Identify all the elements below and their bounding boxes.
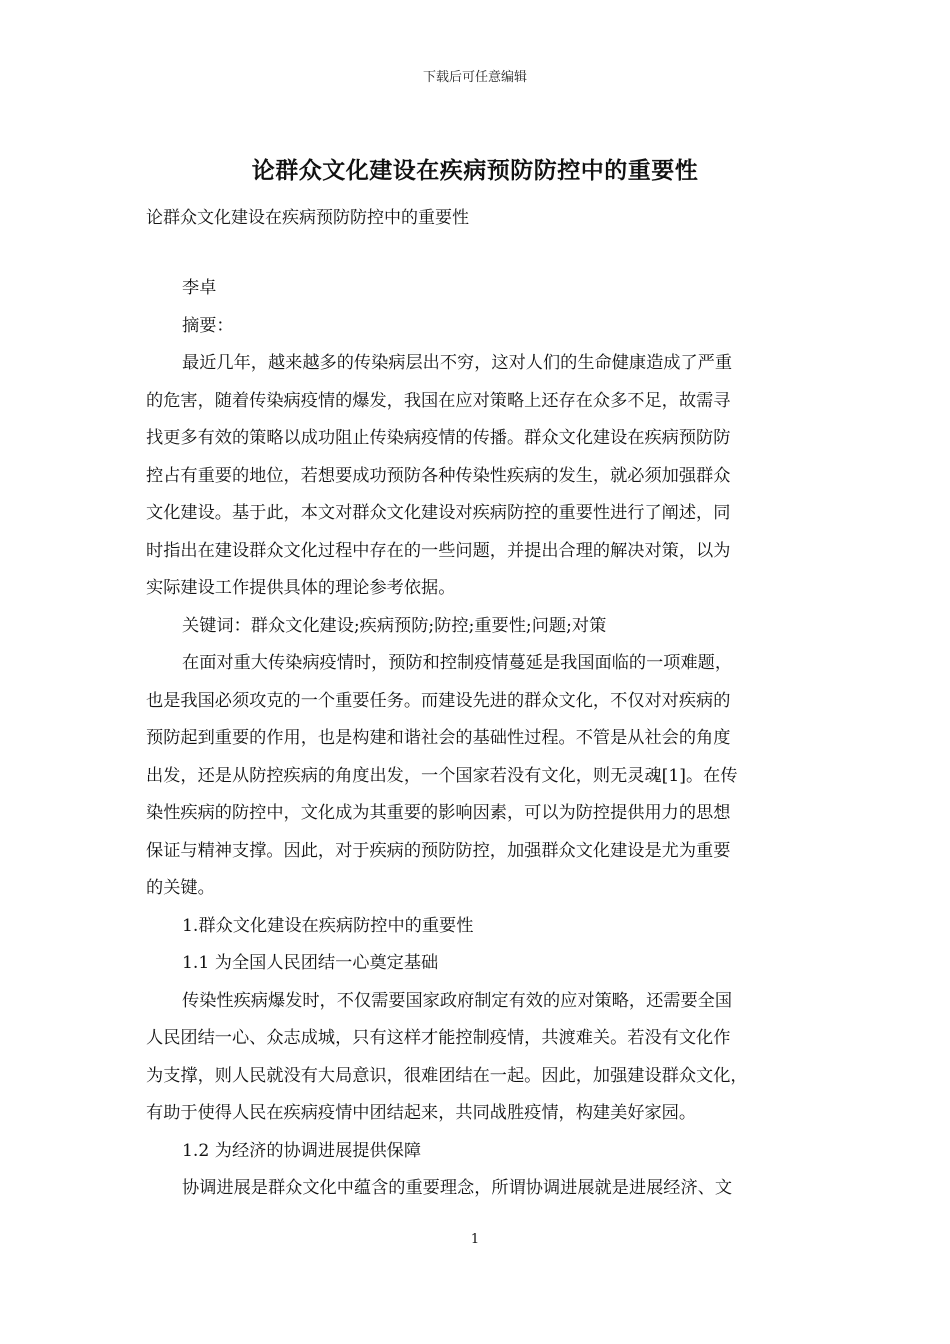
body-line: 实际建设工作提供具体的理论参考依据。 xyxy=(146,578,456,598)
body-line: 文化建设。基于此，本文对群众文化建设对疾病防控的重要性进行了阐述，同 xyxy=(146,503,731,523)
document-body xyxy=(146,270,808,1208)
body-line: 为支撑，则人民就没有大局意识，很难团结在一起。因此，加强建设群众文化， xyxy=(146,1065,748,1086)
body-line: 协调进展是群众文化中蕴含的重要理念，所谓协调进展就是进展经济、文 xyxy=(182,1178,733,1198)
body-line: 找更多有效的策略以成功阻止传染病疫情的传播。群众文化建设在疾病预防防 xyxy=(146,428,731,448)
body-line: 1.2 为经济的协调进展提供保障 xyxy=(182,1140,422,1161)
body-line: 时指出在建设群众文化过程中存在的一些问题，并提出合理的解决对策，以为 xyxy=(146,540,731,561)
body-line: 的危害，随着传染病疫情的爆发，我国在应对策略上还存在众多不足，故需寻 xyxy=(146,390,731,411)
body-line: 关键词：群众文化建设;疾病预防;防控;重要性;问题;对策 xyxy=(182,615,607,636)
document-subtitle: 论群众文化建设在疾病预防防控中的重要性 xyxy=(146,208,469,228)
body-line: 最近几年，越来越多的传染病层出不穷，这对人们的生命健康造成了严重 xyxy=(182,353,733,373)
page-header-note: 下载后可任意编辑 xyxy=(422,70,527,85)
body-line: 人民团结一心、众志成城，只有这样才能控制疫情，共渡难关。若没有文化作 xyxy=(146,1028,731,1048)
body-line: 出发，还是从防控疾病的角度出发，一个国家若没有文化，则无灵魂[1]。在传 xyxy=(146,765,738,786)
body-line: 染性疾病的防控中，文化成为其重要的影响因素，可以为防控提供用力的思想 xyxy=(146,803,731,823)
body-line: 李卓 xyxy=(182,278,217,298)
document-title: 论群众文化建设在疾病预防防控中的重要性 xyxy=(251,157,699,184)
body-line: 传染性疾病爆发时，不仅需要国家政府制定有效的应对策略，还需要全国 xyxy=(182,990,733,1011)
body-line: 有助于使得人民在疾病疫情中团结起来，共同战胜疫情，构建美好家园。 xyxy=(146,1103,697,1123)
body-line: 1.1 为全国人民团结一心奠定基础 xyxy=(182,953,439,973)
body-line: 1.群众文化建设在疾病防控中的重要性 xyxy=(182,915,474,936)
body-line: 控占有重要的地位，若想要成功预防各种传染性疾病的发生，就必须加强群众 xyxy=(146,465,731,486)
body-line: 摘要： xyxy=(182,315,234,336)
body-line: 在面对重大传染病疫情时，预防和控制疫情蔓延是我国面临的一项难题， xyxy=(182,653,733,673)
body-line: 预防起到重要的作用，也是构建和谐社会的基础性过程。不管是从社会的角度 xyxy=(146,728,731,748)
body-line: 也是我国必须攻克的一个重要任务。而建设先进的群众文化，不仅对对疾病的 xyxy=(146,690,731,711)
page-number: 1 xyxy=(470,1232,480,1247)
body-line: 保证与精神支撑。因此，对于疾病的预防防控，加强群众文化建设是尤为重要 xyxy=(146,840,731,861)
body-line: 的关键。 xyxy=(146,878,215,898)
